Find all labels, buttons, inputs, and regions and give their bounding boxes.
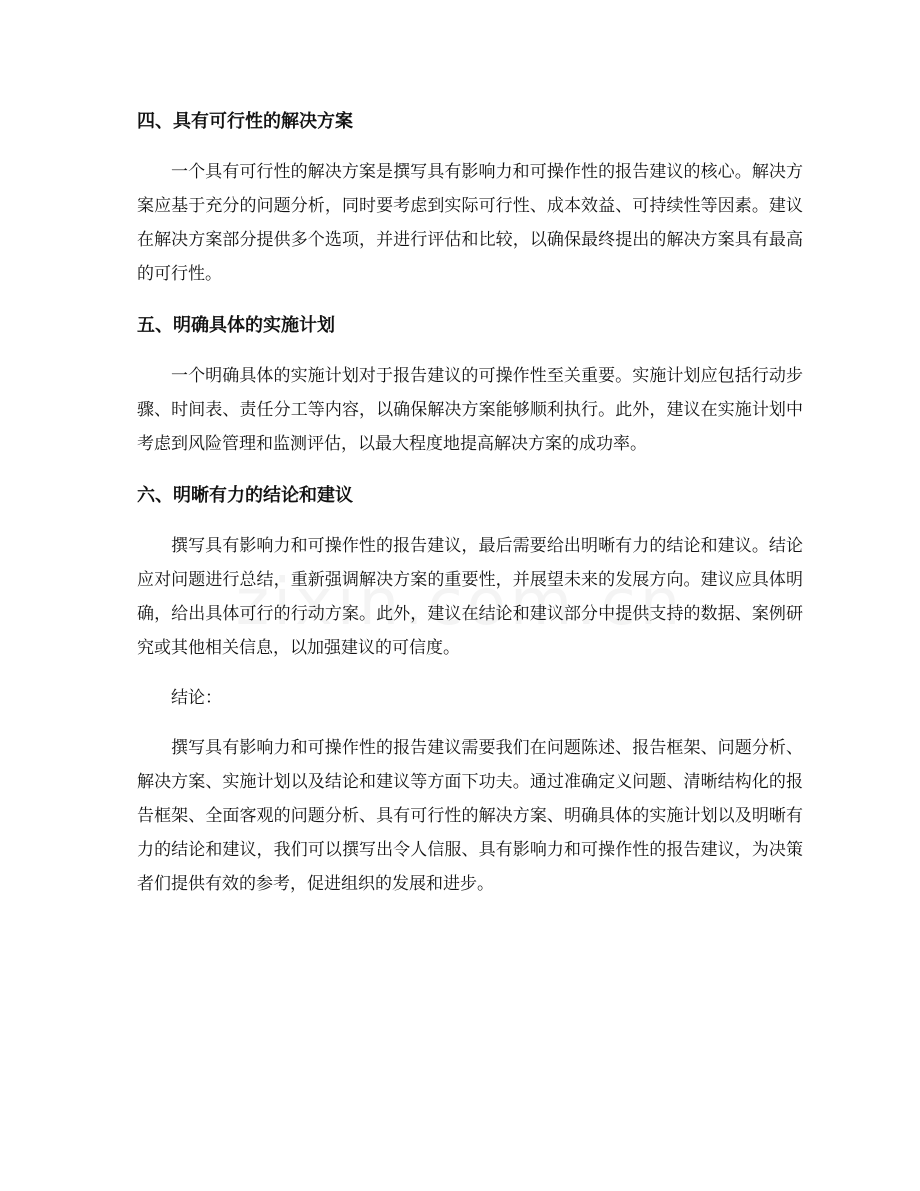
section-heading-4: 四、具有可行性的解决方案 [137,111,353,132]
section-heading-5: 五、明确具体的实施计划 [137,315,335,336]
section-heading-6: 六、明晰有力的结论和建议 [137,485,353,506]
conclusion-paragraph: 撰写具有影响力和可操作性的报告建议需要我们在问题陈述、报告框架、问题分析、解决方案、实施计划以及结论和建议等方面下功夫。通过准确定义问题、清晰结构化的报告框架、全面客观的问题分析、具有可行性的解决方案、明确具体的实施计划以及明晰有力的结论和建议，我们可以撰写出令人信服、具有影响力和可操作性的报告建议，为决策者们提供有效的参考，促进组织的发展和进步。 [137,738,803,894]
document-body [137,104,803,901]
section-paragraph-5: 一个明确具体的实施计划对于报告建议的可操作性至关重要。实施计划应包括行动步骤、时间表、责任分工等内容，以确保解决方案能够顺利执行。此外，建议在实施计划中考虑到风险管理和监测评估，以最大程度地提高解决方案的成功率。 [137,366,803,454]
conclusion-label: 结论： [171,688,222,708]
section-paragraph-6: 撰写具有影响力和可操作性的报告建议，最后需要给出明晰有力的结论和建议。结论应对问题进行总结，重新强调解决方案的重要性，并展望未来的发展方向。建议应具体明确，给出具体可行的行动方案。此外，建议在结论和建议部分中提供支持的数据、案例研究或其他相关信息，以加强建议的可信度。 [137,536,803,658]
section-paragraph-4: 一个具有可行性的解决方案是撰写具有影响力和可操作性的报告建议的核心。解决方案应基于充分的问题分析，同时要考虑到实际可行性、成本效益、可持续性等因素。建议在解决方案部分提供多个选项，并进行评估和比较，以确保最终提出的解决方案具有最高的可行性。 [137,162,803,284]
